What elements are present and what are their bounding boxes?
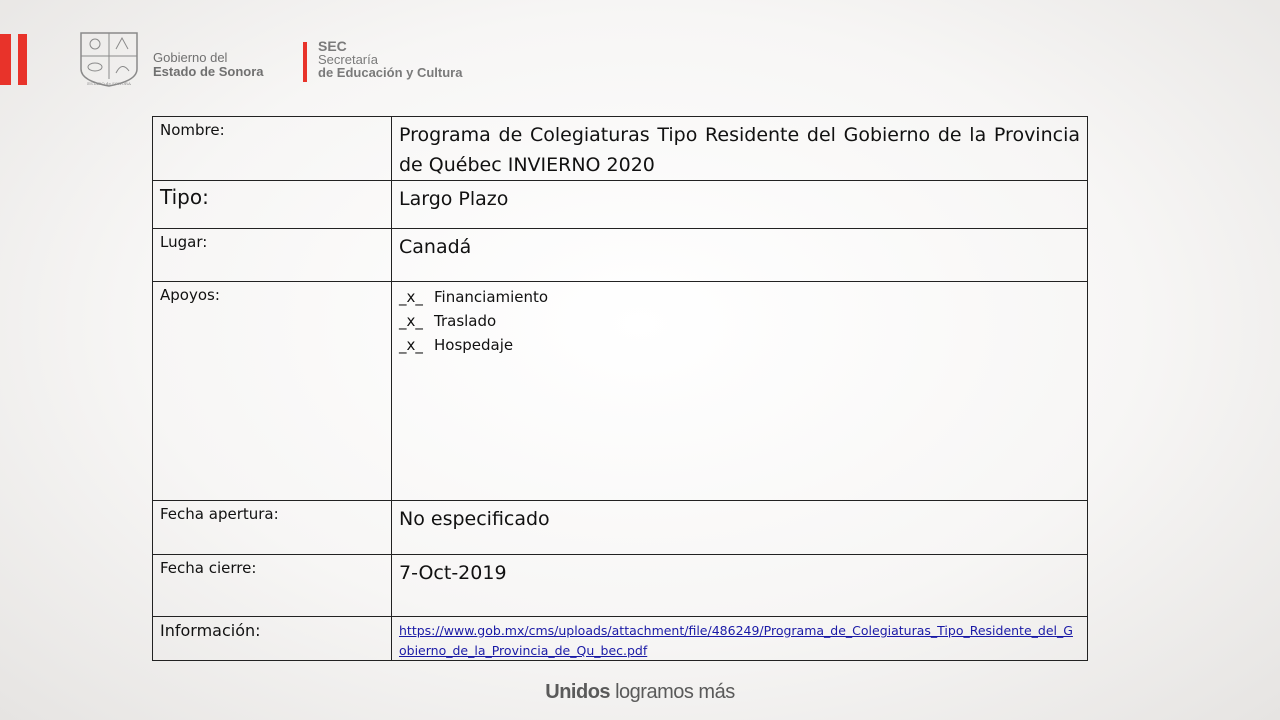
- label-fecha-apertura: Fecha apertura:: [153, 501, 392, 555]
- header-separator: [303, 42, 307, 82]
- sec-abbrev: SEC: [318, 38, 347, 54]
- row-fecha-cierre: [153, 555, 1088, 617]
- label-apoyos: Apoyos:: [153, 282, 392, 501]
- row-tipo: [153, 181, 1088, 229]
- value-informacion: [392, 617, 1088, 661]
- apoyo-item: _x_ Financiamiento: [399, 288, 549, 306]
- left-accent-bar: [0, 34, 11, 85]
- gov-line-1: Gobierno del: [153, 50, 228, 65]
- slogan-rest: logramos más: [615, 681, 735, 703]
- row-apoyos: [153, 282, 1088, 501]
- value-fecha-cierre: 7-Oct-2019: [392, 555, 1088, 617]
- value-tipo: Largo Plazo: [392, 181, 1088, 229]
- left-accent-bar-2: [18, 34, 27, 85]
- info-pdf-link[interactable]: https://www.gob.mx/cms/uploads/attachment/file/486249/Programa_de_Colegiaturas_Tipo_Residente_del_Gobierno_de_la_Provincia_de_Qu_bec.pdf: [399, 623, 1073, 658]
- value-nombre: Programa de Colegiaturas Tipo Residente del Gobierno de la Provincia de Québec INVIERNO 2020: [392, 117, 1088, 181]
- row-fecha-apertura: [153, 501, 1088, 555]
- label-lugar: Lugar:: [153, 229, 392, 282]
- apoyo-item: _x_ Hospedaje: [399, 336, 514, 354]
- footer-slogan: [0, 681, 1280, 704]
- sonora-seal-icon: [76, 29, 142, 88]
- gov-line-2: Estado de Sonora: [153, 64, 264, 79]
- sec-line-2: de Educación y Cultura: [318, 65, 463, 80]
- sec-line-1: Secretaría: [318, 52, 378, 67]
- program-info-table: [152, 116, 1088, 661]
- value-apoyos: [392, 282, 1088, 501]
- label-nombre: Nombre:: [153, 117, 392, 181]
- svg-text:ESTADO de SONORA: ESTADO de SONORA: [87, 81, 131, 86]
- label-tipo: Tipo:: [153, 181, 392, 229]
- row-nombre: [153, 117, 1088, 181]
- row-lugar: [153, 229, 1088, 282]
- value-fecha-apertura: No especificado: [392, 501, 1088, 555]
- slogan-bold: Unidos: [545, 681, 611, 703]
- apoyo-item: _x_ Traslado: [399, 312, 497, 330]
- government-name: [153, 51, 264, 79]
- sec-name: [318, 40, 462, 79]
- row-informacion: [153, 617, 1088, 661]
- label-informacion: Información:: [153, 617, 392, 661]
- label-fecha-cierre: Fecha cierre:: [153, 555, 392, 617]
- value-lugar: Canadá: [392, 229, 1088, 282]
